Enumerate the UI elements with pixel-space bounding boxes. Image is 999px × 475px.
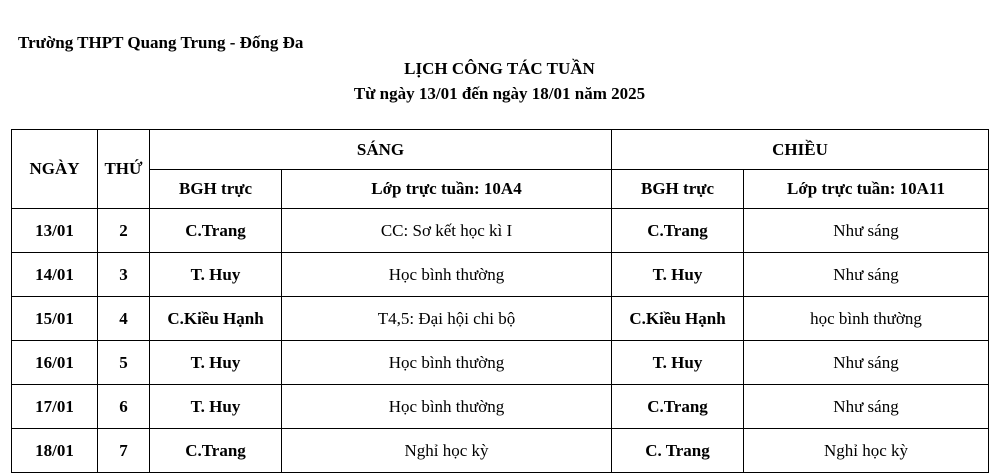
column-header-morning-class: Lớp trực tuần: 10A4: [282, 170, 612, 209]
table-row: [12, 341, 989, 385]
header-row-sub: [12, 170, 989, 209]
table-row: [12, 429, 989, 473]
cell-date: 13/01: [12, 209, 98, 253]
table-row: [12, 297, 989, 341]
cell-weekday: 7: [98, 429, 150, 473]
cell-weekday: 2: [98, 209, 150, 253]
cell-afternoon-note: Như sáng: [744, 385, 989, 429]
group-header-morning: SÁNG: [150, 130, 612, 170]
cell-weekday: 5: [98, 341, 150, 385]
cell-morning-bgh: T. Huy: [150, 253, 282, 297]
weekly-schedule-table: [11, 129, 989, 473]
cell-afternoon-bgh: C. Trang: [612, 429, 744, 473]
cell-afternoon-bgh: C.Trang: [612, 209, 744, 253]
schedule-title: LỊCH CÔNG TÁC TUẦN: [404, 59, 595, 78]
cell-date: 17/01: [12, 385, 98, 429]
cell-afternoon-note: Như sáng: [744, 209, 989, 253]
cell-afternoon-bgh: C.Trang: [612, 385, 744, 429]
cell-date: 15/01: [12, 297, 98, 341]
column-header-day: NGÀY: [12, 130, 98, 209]
column-header-afternoon-class: Lớp trực tuần: 10A11: [744, 170, 989, 209]
cell-morning-note: T4,5: Đại hội chi bộ: [282, 297, 612, 341]
cell-morning-bgh: C.Trang: [150, 209, 282, 253]
cell-afternoon-note: Như sáng: [744, 253, 989, 297]
column-header-weekday: THỨ: [98, 130, 150, 209]
cell-morning-note: Học bình thường: [282, 341, 612, 385]
cell-weekday: 3: [98, 253, 150, 297]
cell-date: 18/01: [12, 429, 98, 473]
cell-date: 16/01: [12, 341, 98, 385]
header-row-groups: [12, 130, 989, 170]
cell-afternoon-note: học bình thường: [744, 297, 989, 341]
cell-morning-note: Học bình thường: [282, 385, 612, 429]
cell-afternoon-bgh: C.Kiều Hạnh: [612, 297, 744, 341]
cell-date: 14/01: [12, 253, 98, 297]
cell-morning-bgh: T. Huy: [150, 385, 282, 429]
cell-morning-note: CC: Sơ kết học kì I: [282, 209, 612, 253]
cell-morning-note: Học bình thường: [282, 253, 612, 297]
cell-morning-note: Nghỉ học kỳ: [282, 429, 612, 473]
column-header-morning-bgh: BGH trực: [150, 170, 282, 209]
table-row: [12, 385, 989, 429]
cell-afternoon-bgh: T. Huy: [612, 253, 744, 297]
cell-morning-bgh: C.Kiều Hạnh: [150, 297, 282, 341]
cell-weekday: 4: [98, 297, 150, 341]
cell-afternoon-note: Như sáng: [744, 341, 989, 385]
table-row: [12, 209, 989, 253]
column-header-afternoon-bgh: BGH trực: [612, 170, 744, 209]
cell-morning-bgh: C.Trang: [150, 429, 282, 473]
cell-morning-bgh: T. Huy: [150, 341, 282, 385]
school-name: Trường THPT Quang Trung - Đống Đa: [18, 33, 304, 52]
cell-afternoon-bgh: T. Huy: [612, 341, 744, 385]
cell-weekday: 6: [98, 385, 150, 429]
group-header-afternoon: CHIỀU: [612, 130, 989, 170]
schedule-date-range: Từ ngày 13/01 đến ngày 18/01 năm 2025: [353, 84, 646, 103]
table-row: [12, 253, 989, 297]
cell-afternoon-note: Nghỉ học kỳ: [744, 429, 989, 473]
